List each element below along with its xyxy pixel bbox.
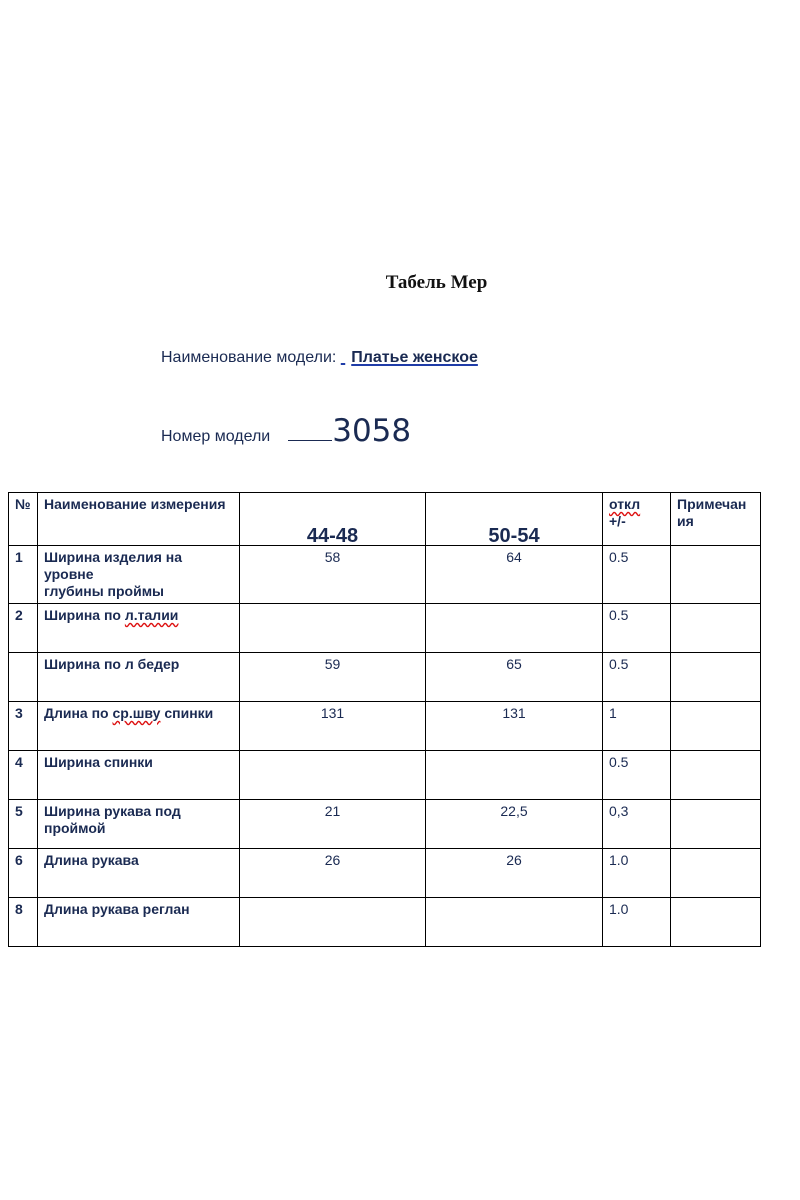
row-size1: 58 [240, 546, 426, 604]
header-size-50-54: 50-54 [426, 493, 603, 546]
row-size1 [240, 898, 426, 947]
row-name: Ширина спинки [38, 751, 240, 800]
model-number-blank-line [288, 424, 332, 441]
row-size1 [240, 751, 426, 800]
row-num: 2 [9, 604, 38, 653]
row-size1: 21 [240, 800, 426, 849]
model-name-row [161, 349, 478, 367]
row-num: 8 [9, 898, 38, 947]
document-title: Табель Мер [385, 272, 488, 293]
row-num [9, 653, 38, 702]
table-row [9, 849, 761, 898]
row-size1: 131 [240, 702, 426, 751]
model-name-value: Платье женское [351, 349, 478, 366]
header-num: № [9, 493, 38, 546]
row-size2: 22,5 [426, 800, 603, 849]
row-note [671, 702, 761, 751]
model-name-underline-lead [341, 349, 345, 366]
row-note [671, 800, 761, 849]
row-tolerance: 1.0 [603, 898, 671, 947]
row-note [671, 604, 761, 653]
header-notes: Примечан ия [671, 493, 761, 546]
row-size2: 131 [426, 702, 603, 751]
row-size2 [426, 751, 603, 800]
row-tolerance: 1 [603, 702, 671, 751]
row-size2: 64 [426, 546, 603, 604]
header-size-44-48: 44-48 [240, 493, 426, 546]
row-num: 6 [9, 849, 38, 898]
row-size1 [240, 604, 426, 653]
row-size2 [426, 898, 603, 947]
row-name: Ширина изделия на уровне глубины проймы [38, 546, 240, 604]
row-num: 3 [9, 702, 38, 751]
row-tolerance: 0.5 [603, 653, 671, 702]
table-row [9, 546, 761, 604]
row-name: Длина по ср.шву спинки [38, 702, 240, 751]
row-size1: 59 [240, 653, 426, 702]
row-size2: 65 [426, 653, 603, 702]
measurements-table [8, 492, 761, 947]
row-size2 [426, 604, 603, 653]
table-row [9, 702, 761, 751]
model-number-value: 3058 [332, 413, 412, 449]
row-name: Ширина рукава под проймой [38, 800, 240, 849]
table-header-row [9, 493, 761, 546]
model-number-label: Номер модели [161, 428, 271, 445]
row-note [671, 653, 761, 702]
model-number-row [161, 413, 411, 449]
row-name: Длина рукава реглан [38, 898, 240, 947]
row-note [671, 849, 761, 898]
header-measurement-name: Наименование измерения [38, 493, 240, 546]
row-size1: 26 [240, 849, 426, 898]
table-row [9, 653, 761, 702]
row-num: 4 [9, 751, 38, 800]
table-row [9, 604, 761, 653]
row-note [671, 898, 761, 947]
row-name: Ширина по л бедер [38, 653, 240, 702]
row-note [671, 751, 761, 800]
row-tolerance: 0.5 [603, 546, 671, 604]
model-name-label: Наименование модели: [161, 349, 337, 366]
row-num: 5 [9, 800, 38, 849]
row-name: Ширина по л.талии [38, 604, 240, 653]
row-tolerance: 1.0 [603, 849, 671, 898]
table-row [9, 898, 761, 947]
row-tolerance: 0,3 [603, 800, 671, 849]
row-tolerance: 0.5 [603, 751, 671, 800]
row-size2: 26 [426, 849, 603, 898]
header-tolerance: откл +/- [603, 493, 671, 546]
table-row [9, 751, 761, 800]
table-row [9, 800, 761, 849]
row-note [671, 546, 761, 604]
row-num: 1 [9, 546, 38, 604]
row-tolerance: 0.5 [603, 604, 671, 653]
row-name: Длина рукава [38, 849, 240, 898]
